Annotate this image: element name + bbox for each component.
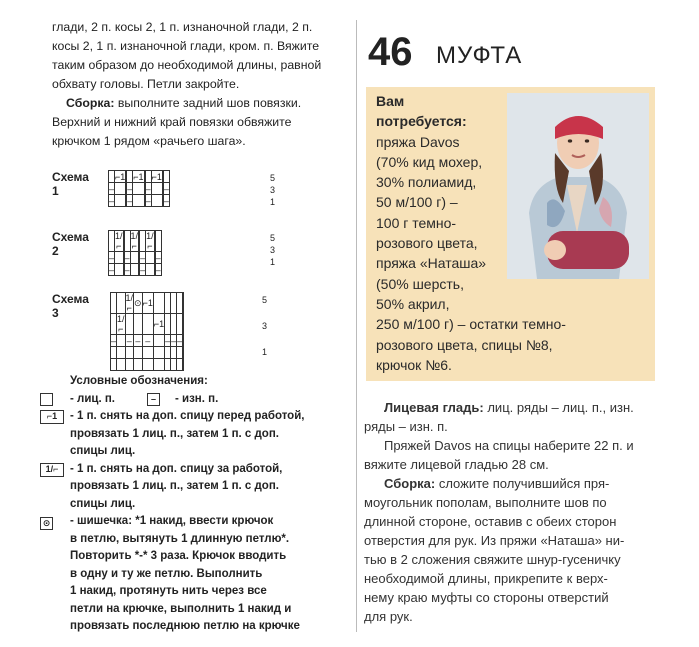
cross-right-symbol-icon: 1/⌐ bbox=[40, 463, 64, 477]
scheme-grid: 1/⌐ 1/⌐ 1/⌐ – – – – – – – – bbox=[109, 231, 161, 275]
knit-symbol-icon bbox=[40, 393, 62, 405]
scheme-grid: ⌐1 ⌐1 ⌐1 – – – – – – – – bbox=[109, 171, 169, 206]
assembly-right-line: тью в 2 сложения свяжите шнур-гусеничку bbox=[364, 552, 621, 567]
assembly-right-line: для рук. bbox=[364, 609, 413, 624]
assembly-right-line: необходимой длины, прикрепите к верх- bbox=[364, 571, 608, 586]
assembly-left-label: Сборка: bbox=[66, 96, 115, 110]
assembly-left-line: Верхний и нижний край повязки обвяжите bbox=[52, 115, 292, 129]
materials-line: 30% полиамид, bbox=[376, 174, 477, 191]
assembly-right-line: нему краю муфты со стороны отверстий bbox=[364, 590, 609, 605]
materials-line: 100 г темно- bbox=[376, 214, 457, 231]
stockinette-line: Лицевая гладь: лиц. ряды – лиц. п., изн. bbox=[384, 400, 634, 415]
materials-label: потребуется: bbox=[376, 113, 467, 130]
materials-box bbox=[366, 87, 655, 381]
purl-symbol-icon: – bbox=[147, 393, 160, 406]
legend: Условные обозначения: - лиц. п. – - изн. п. ⌐1 - 1 п. снять на доп. спицу перед работой, провязать 1 лиц. п., затем 1 п. с доп. спицы лиц. 1/⌐ - 1 п. снять на доп. спицу за работой, провязать 1 лиц. п., затем 1 п. с доп. спицы лиц. ⊙ - шишечка: *1 накид, ввести крючок в петлю, вытянуть 1 длинную петлю*. Повторить *-* 3 раза. Крючок вводить в одну и ту же петлю. Выполнить 1 накид, протянуть нить через все петли на крючке, выполнить 1 накид и провязать последнюю петлю на крючке bbox=[40, 373, 340, 636]
cast-on-line: вяжите лицевой гладью 28 см. bbox=[364, 457, 549, 472]
bobble-symbol-icon: ⊙ bbox=[40, 515, 52, 527]
pattern-number: 46 bbox=[368, 30, 413, 74]
legend-item-cross-front: ⌐1 - 1 п. снять на доп. спицу перед работой, bbox=[40, 408, 340, 426]
row-numbers: 5 3 1 bbox=[270, 173, 276, 207]
materials-line: 250 м/100 г) – остатки темно- bbox=[376, 316, 566, 333]
intro-line: косы 2, 1 п. изнаночной глади, кром. п. Вяжите bbox=[52, 39, 320, 53]
materials-line: крючок №6. bbox=[376, 356, 452, 373]
intro-line: обхвату головы. Петли закройте. bbox=[52, 77, 240, 91]
materials-text bbox=[376, 91, 656, 375]
legend-item-cross-back: 1/⌐ - 1 п. снять на доп. спицу за работой, bbox=[40, 461, 340, 479]
purl-entry: – - изн. п. bbox=[175, 391, 218, 409]
assembly-right-line: длинной стороне, оставив с обеих сторон bbox=[364, 514, 617, 529]
materials-label: Вам bbox=[376, 93, 405, 109]
materials-line: (70% кид мохер, bbox=[376, 153, 483, 170]
right-column-text bbox=[364, 398, 660, 626]
stockinette-label: Лицевая гладь: bbox=[384, 400, 484, 415]
stockinette-line: ряды – изн. п. bbox=[364, 419, 448, 434]
assembly-left-line: крючком 1 рядом «рачьего шага». bbox=[52, 134, 246, 148]
cast-on-line: Пряжей Davos на спицы наберите 22 п. и bbox=[384, 438, 634, 453]
assembly-right-label: Сборка: bbox=[384, 476, 436, 491]
materials-line: пряжа Davos bbox=[376, 133, 460, 150]
materials-line: пряжа «Наташа» bbox=[376, 255, 487, 272]
scheme-grid: 1/⌐ ⊙ ⌐1 1/⌐ ⌐1 – – – – – – – bbox=[110, 292, 184, 371]
materials-line: 50 м/100 г) – bbox=[376, 194, 458, 211]
scheme-label: Схема 2 bbox=[52, 230, 89, 258]
legend-title: Условные обозначения: bbox=[70, 375, 208, 387]
assembly-left-line: Сборка: выполните задний шов повязки. bbox=[66, 96, 302, 110]
row-numbers: 5 3 1 bbox=[262, 295, 268, 357]
row-numbers: 5 3 1 bbox=[270, 233, 276, 267]
assembly-right-line: Сборка: сложите получившийся пря- bbox=[384, 476, 610, 491]
intro-line: глади, 2 п. косы 2, 1 п. изнаночной глади, 2 п. bbox=[52, 20, 313, 34]
assembly-right-line: отверстия для рук. Из пряжи «Наташа» ни- bbox=[364, 533, 625, 548]
materials-line: розового цвета, bbox=[376, 235, 478, 252]
column-divider bbox=[356, 20, 357, 632]
legend-item-knit: - лиц. п. – - изн. п. bbox=[40, 391, 340, 409]
materials-line: (50% шерсть, bbox=[376, 275, 464, 292]
scheme-label: Схема 1 bbox=[52, 170, 89, 198]
materials-line: розового цвета, спицы №8, bbox=[376, 336, 553, 353]
cross-left-symbol-icon: ⌐1 bbox=[40, 410, 64, 424]
legend-item-bobble: ⊙ - шишечка: *1 накид, ввести крючок bbox=[40, 513, 340, 531]
materials-line: 50% акрил, bbox=[376, 295, 450, 312]
pattern-title: МУФТА bbox=[436, 42, 523, 69]
scheme-label: Схема 3 bbox=[52, 292, 89, 320]
left-column bbox=[52, 18, 344, 151]
intro-line: таким образом до необходимой длины, равной bbox=[52, 58, 322, 72]
assembly-right-line: моугольник пополам, выполните шов по bbox=[364, 495, 607, 510]
